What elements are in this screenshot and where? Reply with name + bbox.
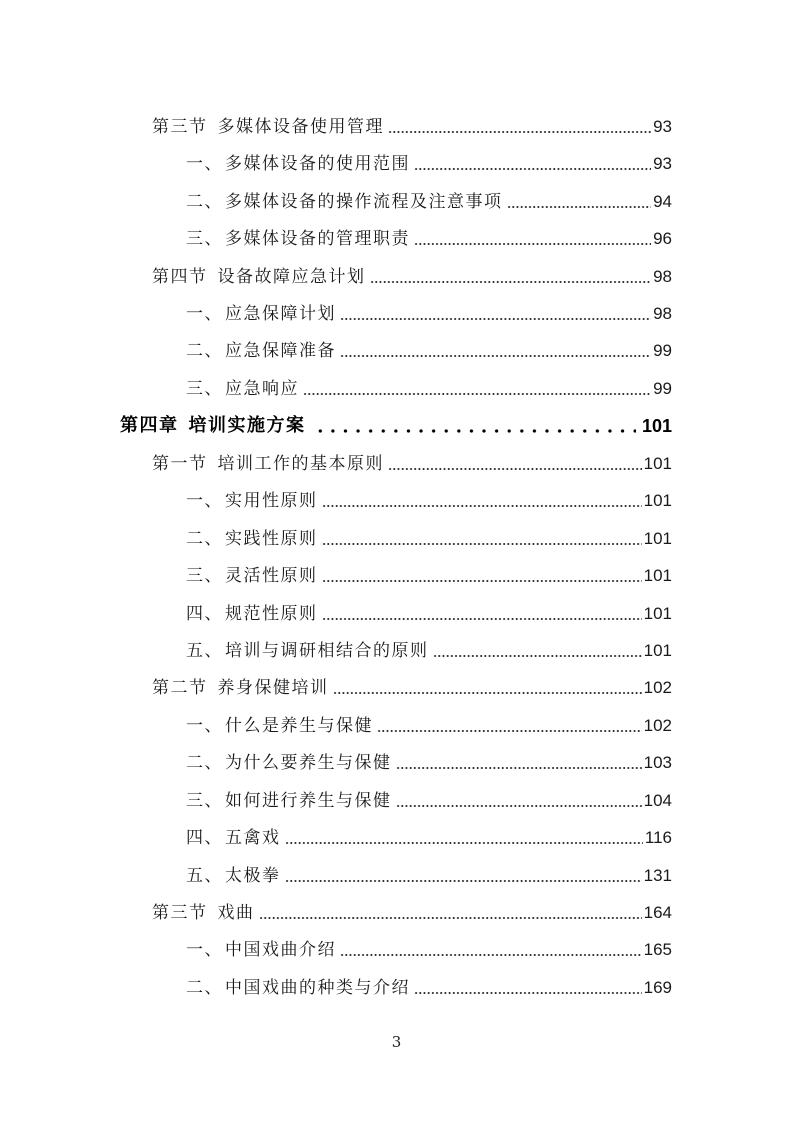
toc-entry[interactable] [152, 250, 672, 287]
toc-page-number: 169 [643, 978, 672, 997]
page-number: 3 [391, 1033, 402, 1051]
toc-entry[interactable] [186, 549, 672, 586]
toc-entry-label: 三、 应急响应 [186, 379, 299, 399]
toc-entry-label: 四、 五禽戏 [186, 828, 281, 848]
toc-entry[interactable] [186, 287, 672, 324]
toc-entry-label: 二、 中国戏曲的种类与介绍 [186, 978, 410, 998]
toc-page-number: 98 [653, 304, 672, 323]
toc-page-number: 101 [643, 641, 672, 660]
toc-entry-label: 三、 如何进行养生与保健 [186, 791, 392, 811]
dot-leader [433, 655, 642, 657]
dot-leader [285, 842, 643, 844]
dot-leader [340, 954, 642, 956]
toc-entry-label: 二、 多媒体设备的操作流程及注意事项 [186, 192, 503, 212]
dot-leader [259, 917, 642, 919]
toc-entry[interactable] [152, 886, 672, 923]
toc-page-number: 102 [643, 678, 672, 697]
toc-entry-label: 一、 中国戏曲介绍 [186, 940, 336, 960]
dot-leader [396, 805, 642, 807]
toc-entry-label: 一、 实用性原则 [186, 491, 318, 511]
toc-entry-label: 一、 什么是养生与保健 [186, 716, 373, 736]
toc-page-number: 102 [643, 716, 672, 735]
toc-entry[interactable] [186, 212, 672, 249]
dot-leader [285, 880, 642, 882]
dot-leader [322, 543, 642, 545]
toc-entry[interactable] [186, 811, 672, 848]
toc-page-number: 101 [643, 566, 672, 585]
toc-page-number: 93 [653, 154, 672, 173]
dot-leader [322, 580, 642, 582]
toc-entry[interactable] [152, 661, 672, 698]
dot-leader [507, 206, 652, 208]
toc-entry[interactable] [186, 324, 672, 361]
dot-leader [314, 429, 636, 433]
toc-entry-label: 第三节 戏曲 [152, 903, 255, 923]
toc-entry-label: 二、 为什么要养生与保健 [186, 753, 392, 773]
toc-page-number: 98 [653, 267, 672, 286]
dot-leader [396, 767, 642, 769]
toc-entry-label: 第一节 培训工作的基本原则 [152, 454, 384, 474]
dot-leader [388, 131, 651, 133]
toc-page-number: 99 [653, 341, 672, 360]
toc-entry[interactable] [152, 437, 672, 474]
toc-entry[interactable] [152, 100, 672, 137]
toc-entry-label: 第四章 培训实施方案 [120, 415, 306, 436]
toc-page-number: 131 [643, 866, 672, 885]
toc-page-number: 99 [653, 379, 672, 398]
dot-leader [340, 318, 651, 320]
dot-leader [322, 618, 642, 620]
toc-entry[interactable] [186, 849, 672, 886]
toc-entry-label: 第三节 多媒体设备使用管理 [152, 117, 384, 137]
toc-entry[interactable] [186, 923, 672, 960]
toc-entry-label: 二、 应急保障准备 [186, 341, 336, 361]
dot-leader [333, 692, 642, 694]
toc-entry[interactable] [186, 624, 672, 661]
toc-page-number: 101 [643, 491, 672, 510]
toc-page-number: 101 [643, 529, 672, 548]
toc-entry[interactable] [186, 512, 672, 549]
toc-page-number: 165 [643, 940, 672, 959]
toc-entry-label: 一、 应急保障计划 [186, 304, 336, 324]
toc-page-number: 96 [653, 229, 672, 248]
dot-leader [303, 393, 651, 395]
toc-entry-label: 三、 灵活性原则 [186, 566, 318, 586]
toc-entry-label: 一、 多媒体设备的使用范围 [186, 154, 410, 174]
toc-entry[interactable] [186, 137, 672, 174]
dot-leader [388, 468, 642, 470]
toc-page-number: 104 [643, 791, 672, 810]
toc-page-number: 101 [643, 604, 672, 623]
toc-entry-label: 二、 实践性原则 [186, 529, 318, 549]
toc-entry[interactable] [186, 474, 672, 511]
toc-page-number: 164 [643, 903, 672, 922]
toc-entry-label: 第二节 养身保健培训 [152, 678, 329, 698]
dot-leader [414, 992, 642, 994]
dot-leader [414, 168, 651, 170]
toc-entry[interactable] [186, 362, 672, 399]
toc-entry[interactable] [186, 175, 672, 212]
toc-page-number: 101 [641, 416, 672, 436]
toc-entry[interactable] [186, 774, 672, 811]
toc-entry[interactable] [186, 961, 672, 998]
dot-leader [377, 730, 642, 732]
toc-page-number: 116 [644, 828, 672, 847]
toc-page-number: 94 [653, 192, 672, 211]
toc-entry-label: 三、 多媒体设备的管理职责 [186, 229, 410, 249]
toc-entry[interactable] [186, 587, 672, 624]
dot-leader [340, 355, 651, 357]
toc-entry-label: 五、 培训与调研相结合的原则 [186, 641, 429, 661]
dot-leader [370, 281, 652, 283]
dot-leader [414, 243, 651, 245]
toc-chapter-entry[interactable] [120, 399, 672, 436]
toc-entry-label: 第四节 设备故障应急计划 [152, 267, 366, 287]
toc-page-number: 101 [643, 454, 672, 473]
toc-entry[interactable] [186, 736, 672, 773]
toc-entry-label: 五、 太极拳 [186, 866, 281, 886]
toc-page-number: 93 [653, 117, 672, 136]
dot-leader [322, 505, 642, 507]
toc-entry-label: 四、 规范性原则 [186, 604, 318, 624]
toc-entry[interactable] [186, 699, 672, 736]
toc-page-number: 103 [643, 753, 672, 772]
